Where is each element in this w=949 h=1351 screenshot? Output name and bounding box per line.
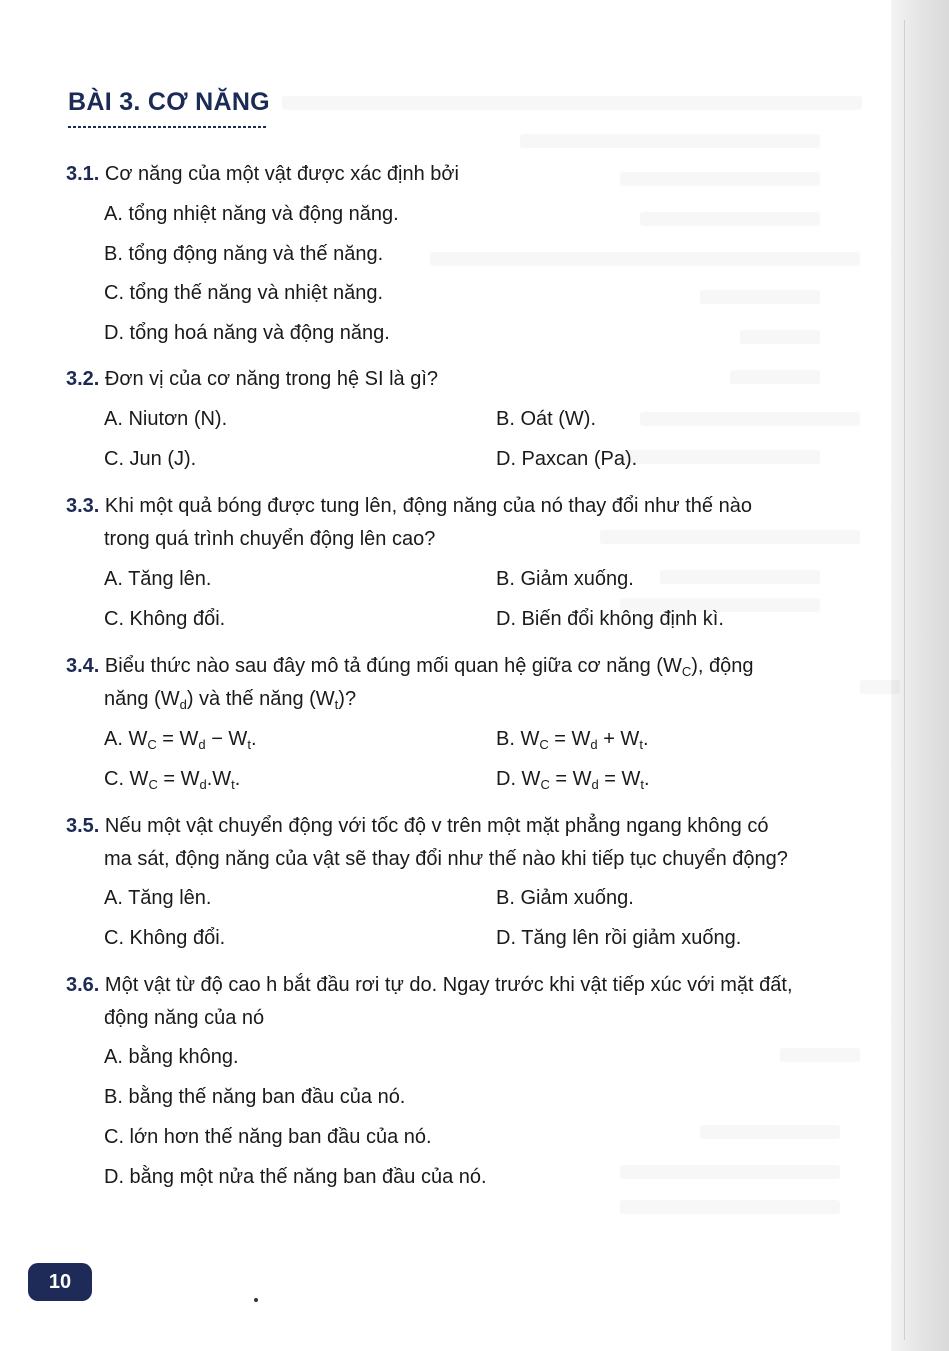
option-c: C. Không đổi. (104, 927, 226, 949)
option-b: B. tổng động năng và thế năng. (104, 243, 384, 265)
question-text-continued: trong quá trình chuyển động lên cao? (104, 528, 436, 550)
option-d: D. Paxcan (Pa). (496, 448, 638, 470)
question-3-2 (66, 367, 438, 391)
option-a: A. Niutơn (N). (104, 408, 228, 430)
option-a: A. bằng không. (104, 1046, 239, 1068)
option-b: B. bằng thế năng ban đầu của nó. (104, 1086, 406, 1108)
option-b: B. Giảm xuống. (496, 568, 634, 590)
option-b: B. Oát (W). (496, 408, 596, 430)
question-text-continued: năng $(W_d)$ và thế năng $(W_t)$? (104, 688, 357, 712)
page-number-badge: 10 (28, 1263, 92, 1301)
option-b: B. Giảm xuống. (496, 887, 634, 909)
question-3-6 (66, 973, 793, 997)
question-text: Một vật từ độ cao h bắt đầu rơi tự do. Ngay trước khi vật tiếp xúc với mặt đất, (104, 974, 793, 996)
option-a: A. Tăng lên. (104, 887, 212, 909)
option-d: D. bằng một nửa thế năng ban đầu của nó. (104, 1166, 487, 1188)
question-text: Đơn vị của cơ năng trong hệ SI là gì? (104, 368, 439, 390)
option-a: A. Tăng lên. (104, 568, 212, 590)
option-d: D. Tăng lên rồi giảm xuống. (496, 927, 742, 949)
question-3-1 (66, 162, 459, 186)
question-number: 3.4. (66, 655, 100, 677)
question-number: 3.1. (66, 163, 100, 185)
option-a: A. tổng nhiệt năng và động năng. (104, 203, 399, 225)
option-d: D. Biến đổi không định kì. (496, 608, 724, 630)
stray-dot (254, 1298, 258, 1302)
spine-line (904, 20, 905, 1340)
option-b: B. $W_C = W_d + W_t$. (496, 728, 649, 752)
question-text: Khi một quả bóng được tung lên, động năng của nó thay đổi như thế nào (104, 495, 752, 517)
option-d: D. $W_C = W_d = W_t$. (496, 768, 650, 792)
question-number: 3.6. (66, 974, 100, 996)
option-c: C. tổng thế năng và nhiệt năng. (104, 282, 384, 304)
option-d: D. tổng hoá năng và động năng. (104, 322, 390, 344)
title-underline (68, 126, 266, 128)
question-3-3 (66, 494, 752, 518)
book-spine-shadow (891, 0, 949, 1351)
question-number: 3.3. (66, 495, 100, 517)
question-3-5 (66, 814, 768, 838)
option-c: C. $W_C = W_d.W_t$. (104, 768, 241, 792)
question-number: 3.2. (66, 368, 100, 390)
question-text: Nếu một vật chuyển động với tốc độ v trên một mặt phẳng ngang không có (104, 815, 769, 837)
question-number: 3.5. (66, 815, 100, 837)
question-text: Cơ năng của một vật được xác định bởi (104, 163, 459, 185)
lesson-title: BÀI 3. CƠ NĂNG (68, 88, 270, 116)
question-text-continued: động năng của nó (104, 1007, 265, 1029)
question-text-continued: ma sát, động năng của vật sẽ thay đổi như thế nào khi tiếp tục chuyển động? (104, 848, 788, 870)
option-c: C. Không đổi. (104, 608, 226, 630)
option-c: C. lớn hơn thế năng ban đầu của nó. (104, 1126, 432, 1148)
option-c: C. Jun (J). (104, 448, 197, 470)
option-a: A. $W_C = W_d - W_t$. (104, 728, 257, 752)
question-3-4 (66, 654, 753, 678)
question-text: Biểu thức nào sau đây mô tả đúng mối quan hệ giữa cơ năng $(W_C)$, động (104, 655, 754, 679)
